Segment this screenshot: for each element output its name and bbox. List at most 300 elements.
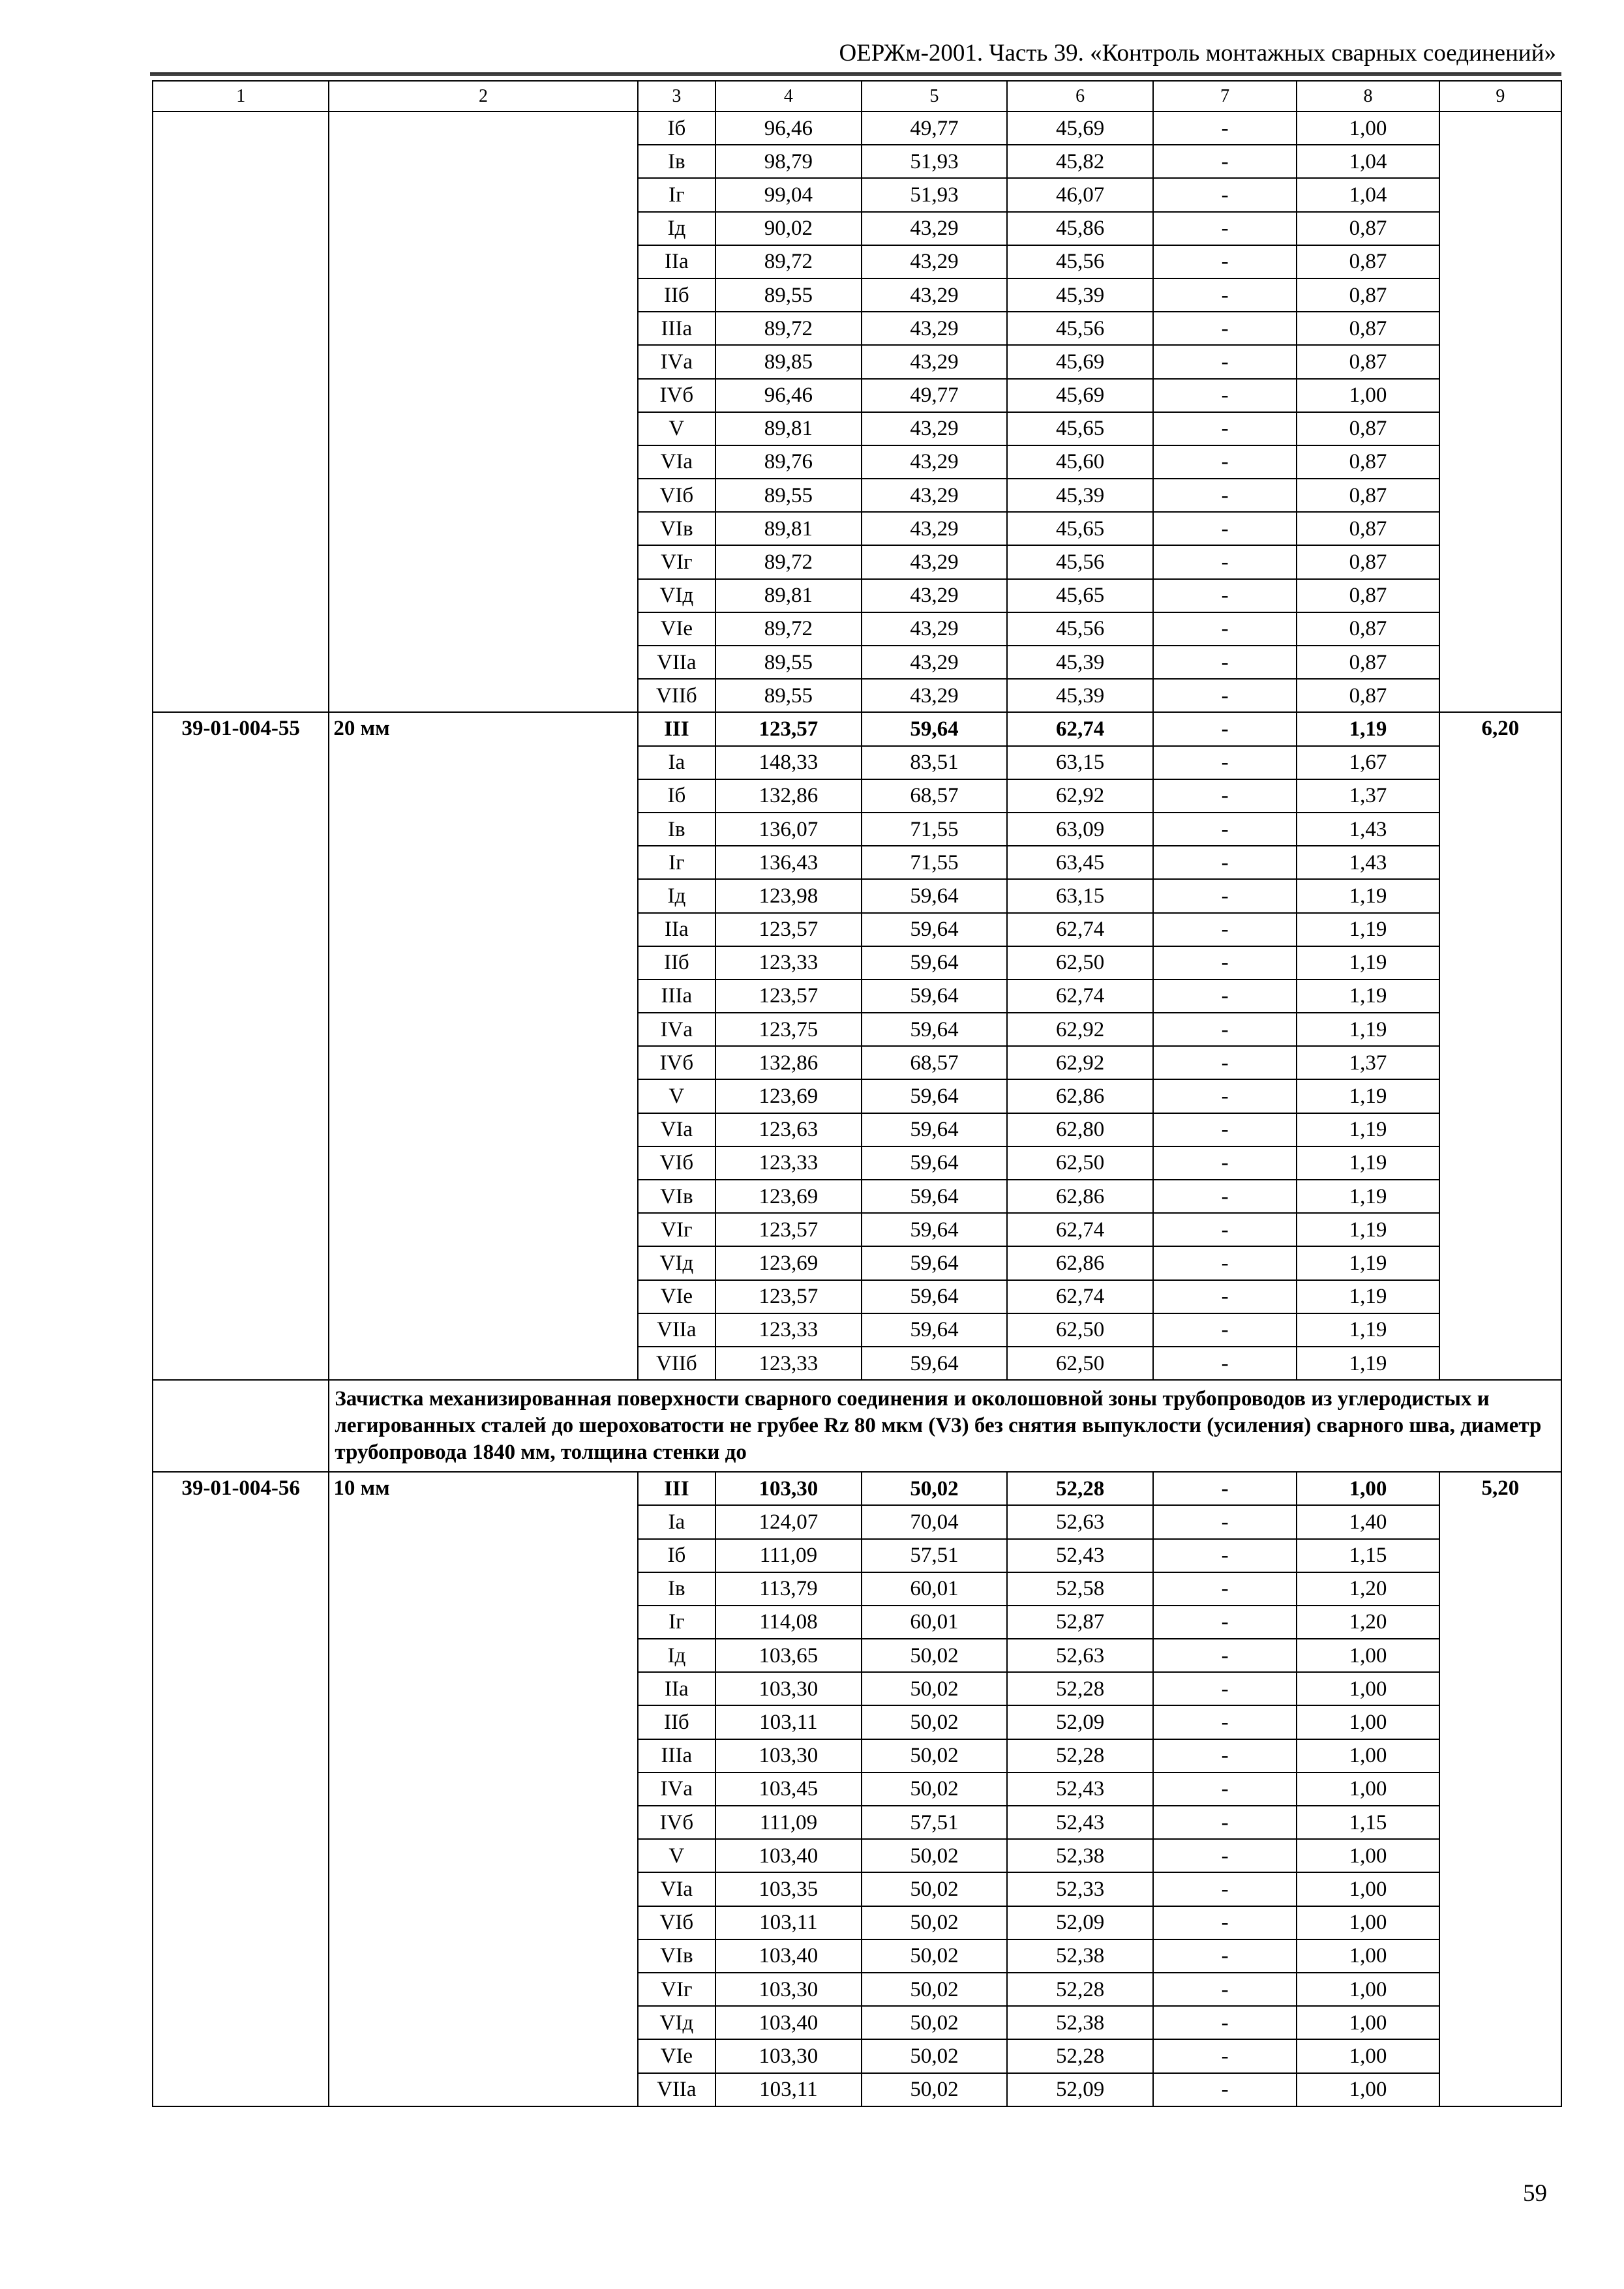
materials: - <box>1153 1672 1297 1705</box>
machine-cost: 62,50 <box>1007 1347 1153 1380</box>
materials: - <box>1153 1872 1297 1906</box>
condition-code: IVа <box>638 345 716 378</box>
labor: 1,19 <box>1297 913 1439 946</box>
condition-code: VIIб <box>638 679 716 712</box>
wages: 70,04 <box>862 1505 1008 1538</box>
machine-cost: 62,50 <box>1007 946 1153 980</box>
materials: - <box>1153 1939 1297 1973</box>
column-number: 7 <box>1153 81 1297 112</box>
condition-code: VIе <box>638 612 716 646</box>
empty-cell <box>153 112 329 712</box>
machine-cost: 45,69 <box>1007 112 1153 145</box>
condition-code: VIв <box>638 512 716 545</box>
condition-code: V <box>638 1079 716 1113</box>
condition-code: IIб <box>638 1705 716 1739</box>
materials: - <box>1153 1572 1297 1606</box>
machine-cost: 52,28 <box>1007 1672 1153 1705</box>
labor: 1,19 <box>1297 1079 1439 1113</box>
labor: 1,19 <box>1297 1013 1439 1046</box>
materials: - <box>1153 178 1297 211</box>
machine-cost: 45,69 <box>1007 379 1153 412</box>
labor: 1,00 <box>1297 1773 1439 1806</box>
condition-code: IVа <box>638 1773 716 1806</box>
materials: - <box>1153 846 1297 879</box>
materials: - <box>1153 679 1297 712</box>
materials: - <box>1153 1973 1297 2006</box>
condition-code: VIг <box>638 545 716 578</box>
labor: 1,19 <box>1297 1246 1439 1279</box>
materials: - <box>1153 646 1297 679</box>
machine-cost: 52,58 <box>1007 1572 1153 1606</box>
total-cost: 132,86 <box>715 779 862 813</box>
materials: - <box>1153 1505 1297 1538</box>
condition-code: IIIа <box>638 980 716 1013</box>
total-cost: 136,43 <box>715 846 862 879</box>
condition-code: III <box>638 1472 716 1505</box>
machine-cost: 52,63 <box>1007 1505 1153 1538</box>
wages: 57,51 <box>862 1539 1008 1572</box>
wages: 50,02 <box>862 1705 1008 1739</box>
labor: 1,19 <box>1297 1347 1439 1380</box>
total-cost: 123,33 <box>715 1347 862 1380</box>
condition-code: V <box>638 1839 716 1872</box>
wages: 71,55 <box>862 813 1008 846</box>
labor: 1,00 <box>1297 112 1439 145</box>
materials: - <box>1153 2073 1297 2106</box>
machine-cost: 52,43 <box>1007 1806 1153 1839</box>
materials: - <box>1153 512 1297 545</box>
labor: 1,00 <box>1297 1472 1439 1505</box>
materials: - <box>1153 2039 1297 2072</box>
materials: - <box>1153 312 1297 345</box>
condition-code: VIе <box>638 2039 716 2072</box>
labor: 1,19 <box>1297 1113 1439 1146</box>
machine-cost: 52,43 <box>1007 1539 1153 1572</box>
machine-cost: 52,28 <box>1007 1739 1153 1773</box>
condition-code: VIб <box>638 479 716 512</box>
machine-cost: 52,09 <box>1007 1906 1153 1939</box>
condition-code: IIа <box>638 1672 716 1705</box>
materials: - <box>1153 813 1297 846</box>
total-cost: 96,46 <box>715 379 862 412</box>
column-number: 5 <box>862 81 1008 112</box>
machine-cost: 62,74 <box>1007 1280 1153 1313</box>
labor: 1,20 <box>1297 1572 1439 1606</box>
empty-cell <box>329 112 637 712</box>
materials: - <box>1153 1705 1297 1739</box>
condition-code: VIе <box>638 1280 716 1313</box>
total-cost: 123,57 <box>715 1280 862 1313</box>
wages: 59,64 <box>862 1113 1008 1146</box>
condition-code: VIд <box>638 2006 716 2039</box>
labor: 1,43 <box>1297 813 1439 846</box>
machine-cost: 62,86 <box>1007 1180 1153 1213</box>
materials: - <box>1153 245 1297 278</box>
column-number-row <box>153 81 1561 112</box>
labor: 1,00 <box>1297 1906 1439 1939</box>
materials: - <box>1153 2006 1297 2039</box>
condition-code: IIIа <box>638 1739 716 1773</box>
condition-code: Iб <box>638 112 716 145</box>
machine-cost: 45,65 <box>1007 412 1153 445</box>
labor: 1,19 <box>1297 1180 1439 1213</box>
condition-code: VIIа <box>638 2073 716 2106</box>
total-cost: 89,76 <box>715 445 862 479</box>
labor: 1,00 <box>1297 1705 1439 1739</box>
condition-code: Iг <box>638 178 716 211</box>
machine-cost: 63,15 <box>1007 879 1153 912</box>
wages: 50,02 <box>862 1839 1008 1872</box>
total-cost: 89,81 <box>715 412 862 445</box>
wages: 51,93 <box>862 145 1008 178</box>
wages: 59,64 <box>862 1280 1008 1313</box>
total-cost: 123,57 <box>715 913 862 946</box>
column-number: 6 <box>1007 81 1153 112</box>
materials: - <box>1153 379 1297 412</box>
machine-cost: 45,82 <box>1007 145 1153 178</box>
labor: 1,00 <box>1297 1739 1439 1773</box>
total-cost: 123,69 <box>715 1246 862 1279</box>
labor: 1,19 <box>1297 980 1439 1013</box>
wall-thickness: 20 мм <box>329 712 637 1380</box>
condition-code: IVб <box>638 1806 716 1839</box>
condition-code: Iг <box>638 846 716 879</box>
total-cost: 124,07 <box>715 1505 862 1538</box>
machine-cost: 52,87 <box>1007 1606 1153 1639</box>
machine-cost: 62,86 <box>1007 1246 1153 1279</box>
materials: - <box>1153 278 1297 312</box>
total-quantity: 5,20 <box>1439 1472 1561 2106</box>
labor: 0,87 <box>1297 512 1439 545</box>
labor: 0,87 <box>1297 612 1439 646</box>
wages: 43,29 <box>862 479 1008 512</box>
condition-code: V <box>638 412 716 445</box>
wages: 51,93 <box>862 178 1008 211</box>
wall-thickness: 10 мм <box>329 1472 637 2106</box>
total-cost: 89,85 <box>715 345 862 378</box>
labor: 1,19 <box>1297 1146 1439 1180</box>
wages: 43,29 <box>862 245 1008 278</box>
materials: - <box>1153 1046 1297 1079</box>
machine-cost: 45,60 <box>1007 445 1153 479</box>
wages: 43,29 <box>862 512 1008 545</box>
column-number: 1 <box>153 81 329 112</box>
machine-cost: 45,56 <box>1007 245 1153 278</box>
section-description-row <box>153 1380 1561 1472</box>
wages: 49,77 <box>862 379 1008 412</box>
column-number: 9 <box>1439 81 1561 112</box>
total-cost: 89,55 <box>715 278 862 312</box>
total-cost: 99,04 <box>715 178 862 211</box>
materials: - <box>1153 1347 1297 1380</box>
column-number: 4 <box>715 81 862 112</box>
wages: 49,77 <box>862 112 1008 145</box>
wages: 50,02 <box>862 1906 1008 1939</box>
materials: - <box>1153 1806 1297 1839</box>
labor: 0,87 <box>1297 412 1439 445</box>
condition-code: VIа <box>638 1872 716 1906</box>
condition-code: VIб <box>638 1146 716 1180</box>
machine-cost: 52,43 <box>1007 1773 1153 1806</box>
condition-code: VIIа <box>638 1313 716 1347</box>
condition-code: IVб <box>638 379 716 412</box>
condition-code: IIа <box>638 913 716 946</box>
column-number: 2 <box>329 81 637 112</box>
total-cost: 103,30 <box>715 1739 862 1773</box>
machine-cost: 45,39 <box>1007 479 1153 512</box>
materials: - <box>1153 1606 1297 1639</box>
materials: - <box>1153 479 1297 512</box>
wages: 59,64 <box>862 1079 1008 1113</box>
machine-cost: 52,63 <box>1007 1639 1153 1672</box>
materials: - <box>1153 1472 1297 1505</box>
labor: 1,19 <box>1297 712 1439 745</box>
document-title: ОЕРЖм-2001. Часть 39. «Контроль монтажных сварных соединений» <box>839 40 1556 67</box>
wages: 50,02 <box>862 2073 1008 2106</box>
total-cost: 89,55 <box>715 679 862 712</box>
column-number: 8 <box>1297 81 1439 112</box>
total-cost: 89,81 <box>715 579 862 612</box>
materials: - <box>1153 112 1297 145</box>
machine-cost: 52,09 <box>1007 1705 1153 1739</box>
wages: 59,64 <box>862 946 1008 980</box>
materials: - <box>1153 1213 1297 1246</box>
labor: 1,04 <box>1297 178 1439 211</box>
condition-code: VIв <box>638 1939 716 1973</box>
condition-code: VIв <box>638 1180 716 1213</box>
machine-cost: 52,28 <box>1007 2039 1153 2072</box>
condition-code: Iд <box>638 1639 716 1672</box>
total-cost: 103,40 <box>715 1939 862 1973</box>
total-cost: 103,30 <box>715 1672 862 1705</box>
wages: 59,64 <box>862 913 1008 946</box>
labor: 1,00 <box>1297 379 1439 412</box>
total-cost: 123,33 <box>715 946 862 980</box>
rate-code: 39-01-004-55 <box>153 712 329 1380</box>
machine-cost: 45,39 <box>1007 278 1153 312</box>
labor: 1,67 <box>1297 746 1439 779</box>
total-cost: 103,11 <box>715 1906 862 1939</box>
machine-cost: 63,45 <box>1007 846 1153 879</box>
materials: - <box>1153 1246 1297 1279</box>
condition-code: Iг <box>638 1606 716 1639</box>
labor: 1,15 <box>1297 1539 1439 1572</box>
total-cost: 103,65 <box>715 1639 862 1672</box>
wages: 43,29 <box>862 679 1008 712</box>
labor: 0,87 <box>1297 545 1439 578</box>
total-cost: 123,57 <box>715 712 862 745</box>
materials: - <box>1153 946 1297 980</box>
materials: - <box>1153 612 1297 646</box>
machine-cost: 62,74 <box>1007 980 1153 1013</box>
materials: - <box>1153 1113 1297 1146</box>
total-cost: 89,81 <box>715 512 862 545</box>
materials: - <box>1153 1079 1297 1113</box>
condition-code: VIг <box>638 1213 716 1246</box>
materials: - <box>1153 1739 1297 1773</box>
machine-cost: 52,33 <box>1007 1872 1153 1906</box>
materials: - <box>1153 1180 1297 1213</box>
page-header <box>150 35 1561 76</box>
labor: 1,00 <box>1297 2039 1439 2072</box>
machine-cost: 45,86 <box>1007 212 1153 245</box>
wages: 59,64 <box>862 1146 1008 1180</box>
machine-cost: 63,09 <box>1007 813 1153 846</box>
condition-code: VIг <box>638 1973 716 2006</box>
table-row <box>153 112 1561 145</box>
wages: 43,29 <box>862 646 1008 679</box>
total-cost: 123,33 <box>715 1146 862 1180</box>
condition-code: III <box>638 712 716 745</box>
wages: 43,29 <box>862 212 1008 245</box>
wages: 60,01 <box>862 1606 1008 1639</box>
machine-cost: 52,38 <box>1007 2006 1153 2039</box>
page-number: 59 <box>1523 2180 1547 2207</box>
condition-code: IIIа <box>638 312 716 345</box>
condition-code: IVа <box>638 1013 716 1046</box>
wages: 50,02 <box>862 1939 1008 1973</box>
total-cost: 136,07 <box>715 813 862 846</box>
table-row <box>153 712 1561 745</box>
total-cost: 113,79 <box>715 1572 862 1606</box>
total-cost: 123,75 <box>715 1013 862 1046</box>
empty-cell <box>153 1380 329 1472</box>
labor: 1,00 <box>1297 1973 1439 2006</box>
wages: 59,64 <box>862 980 1008 1013</box>
total-cost: 123,57 <box>715 1213 862 1246</box>
machine-cost: 45,56 <box>1007 612 1153 646</box>
total-cost: 103,11 <box>715 1705 862 1739</box>
materials: - <box>1153 545 1297 578</box>
labor: 1,37 <box>1297 779 1439 813</box>
machine-cost: 45,56 <box>1007 545 1153 578</box>
total-cost: 123,69 <box>715 1079 862 1113</box>
labor: 1,20 <box>1297 1606 1439 1639</box>
wages: 43,29 <box>862 278 1008 312</box>
materials: - <box>1153 579 1297 612</box>
materials: - <box>1153 980 1297 1013</box>
machine-cost: 45,65 <box>1007 579 1153 612</box>
labor: 1,19 <box>1297 946 1439 980</box>
labor: 1,43 <box>1297 846 1439 879</box>
labor: 0,87 <box>1297 646 1439 679</box>
labor: 1,15 <box>1297 1806 1439 1839</box>
wages: 43,29 <box>862 412 1008 445</box>
total-cost: 89,72 <box>715 312 862 345</box>
wages: 43,29 <box>862 345 1008 378</box>
materials: - <box>1153 1313 1297 1347</box>
wages: 50,02 <box>862 1739 1008 1773</box>
condition-code: Iв <box>638 1572 716 1606</box>
wages: 50,02 <box>862 2006 1008 2039</box>
total-cost: 89,72 <box>715 545 862 578</box>
condition-code: Iв <box>638 813 716 846</box>
labor: 1,00 <box>1297 1939 1439 1973</box>
machine-cost: 45,65 <box>1007 512 1153 545</box>
wages: 59,64 <box>862 879 1008 912</box>
total-cost: 103,35 <box>715 1872 862 1906</box>
wages: 59,64 <box>862 1213 1008 1246</box>
total-cost: 123,69 <box>715 1180 862 1213</box>
wages: 50,02 <box>862 1872 1008 1906</box>
condition-code: VIIа <box>638 646 716 679</box>
labor: 1,19 <box>1297 1313 1439 1347</box>
total-cost: 103,45 <box>715 1773 862 1806</box>
total-quantity: 6,20 <box>1439 712 1561 1380</box>
condition-code: IIа <box>638 245 716 278</box>
labor: 1,00 <box>1297 1839 1439 1872</box>
materials: - <box>1153 1146 1297 1180</box>
machine-cost: 52,38 <box>1007 1939 1153 1973</box>
machine-cost: 62,92 <box>1007 779 1153 813</box>
machine-cost: 52,28 <box>1007 1472 1153 1505</box>
materials: - <box>1153 145 1297 178</box>
labor: 1,00 <box>1297 1872 1439 1906</box>
condition-code: VIд <box>638 579 716 612</box>
wages: 50,02 <box>862 1472 1008 1505</box>
wages: 50,02 <box>862 2039 1008 2072</box>
total-cost: 103,40 <box>715 2006 862 2039</box>
materials: - <box>1153 712 1297 745</box>
total-cost: 103,30 <box>715 1472 862 1505</box>
condition-code: VIб <box>638 1906 716 1939</box>
total-cost: 89,55 <box>715 646 862 679</box>
total-cost: 123,98 <box>715 879 862 912</box>
materials: - <box>1153 913 1297 946</box>
labor: 1,00 <box>1297 1672 1439 1705</box>
wages: 60,01 <box>862 1572 1008 1606</box>
rates-table <box>152 80 1562 2107</box>
machine-cost: 62,92 <box>1007 1046 1153 1079</box>
labor: 0,87 <box>1297 278 1439 312</box>
labor: 0,87 <box>1297 679 1439 712</box>
table-body <box>153 81 1561 2106</box>
total-cost: 103,30 <box>715 1973 862 2006</box>
wages: 50,02 <box>862 1973 1008 2006</box>
wages: 43,29 <box>862 312 1008 345</box>
condition-code: IVб <box>638 1046 716 1079</box>
machine-cost: 62,74 <box>1007 1213 1153 1246</box>
materials: - <box>1153 412 1297 445</box>
machine-cost: 45,69 <box>1007 345 1153 378</box>
total-cost: 89,72 <box>715 612 862 646</box>
materials: - <box>1153 1280 1297 1313</box>
condition-code: VIа <box>638 1113 716 1146</box>
wages: 43,29 <box>862 545 1008 578</box>
total-cost: 111,09 <box>715 1539 862 1572</box>
labor: 1,37 <box>1297 1046 1439 1079</box>
condition-code: Iв <box>638 145 716 178</box>
rate-code: 39-01-004-56 <box>153 1472 329 2106</box>
labor: 0,87 <box>1297 445 1439 479</box>
total-cost: 148,33 <box>715 746 862 779</box>
wages: 43,29 <box>862 612 1008 646</box>
wages: 59,64 <box>862 712 1008 745</box>
wages: 59,64 <box>862 1013 1008 1046</box>
materials: - <box>1153 1906 1297 1939</box>
machine-cost: 62,92 <box>1007 1013 1153 1046</box>
total-cost: 98,79 <box>715 145 862 178</box>
machine-cost: 45,56 <box>1007 312 1153 345</box>
empty-cell <box>1439 112 1561 712</box>
machine-cost: 46,07 <box>1007 178 1153 211</box>
total-cost: 89,55 <box>715 479 862 512</box>
labor: 0,87 <box>1297 312 1439 345</box>
machine-cost: 62,50 <box>1007 1313 1153 1347</box>
machine-cost: 52,09 <box>1007 2073 1153 2106</box>
total-cost: 103,40 <box>715 1839 862 1872</box>
total-cost: 123,33 <box>715 1313 862 1347</box>
